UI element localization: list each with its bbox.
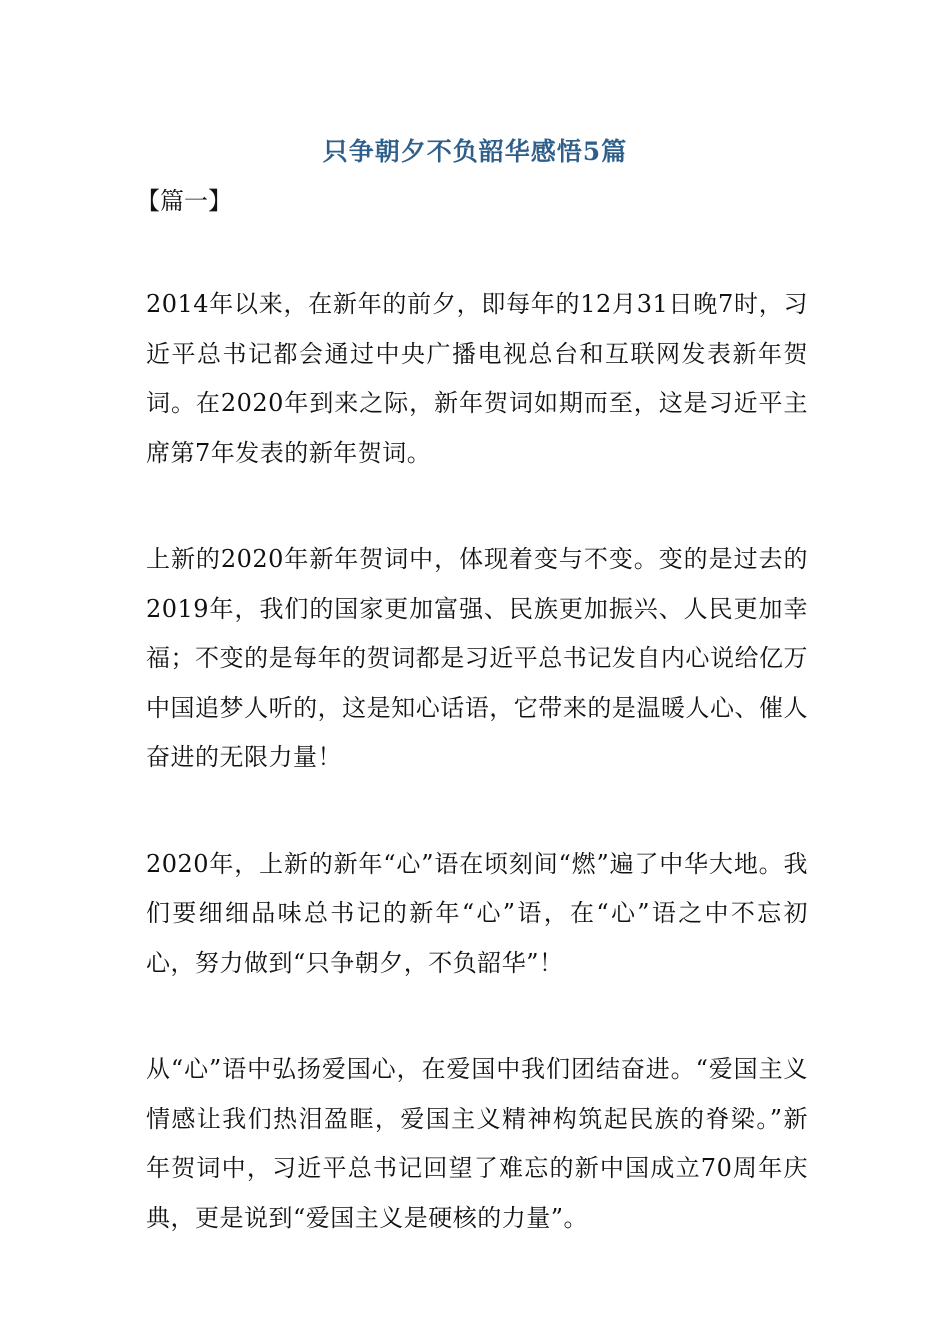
document-title: 只争朝夕不负韶华感悟5篇 xyxy=(322,137,628,166)
paragraph-1: 2014年以来，在新年的前夕，即每年的12月31日晚7时，习近平总书记都会通过中央广播电视总台和互联网发表新年贺词。在2020年到来之际，新年贺词如期而至，这是习近平主席第7年发表的新年贺词。 xyxy=(146,290,808,467)
section-label: 【篇一】 xyxy=(136,187,232,215)
paragraph-4: 从“心”语中弘扬爱国心，在爱国中我们团结奋进。“爱国主义情感让我们热泪盈眶，爱国主义精神构筑起民族的脊梁。”新年贺词中，习近平总书记回望了难忘的新中国成立70周年庆典，更是说到“爱国主义是硬核的力量”。 xyxy=(146,1055,808,1232)
paragraph-3: 2020年，上新的新年“心”语在顷刻间“燃”遍了中华大地。我们要细细品味总书记的新年“心”语，在“心”语之中不忘初心，努力做到“只争朝夕，不负韶华”！ xyxy=(146,849,808,977)
document-body xyxy=(146,280,808,1300)
paragraph-2: 上新的2020年新年贺词中，体现着变与不变。变的是过去的2019年，我们的国家更加富强、民族更加振兴、人民更加幸福；不变的是每年的贺词都是习近平总书记发自内心说给亿万中国追梦人听的，这是知心话语，它带来的是温暖人心、催人奋进的无限力量！ xyxy=(146,545,808,771)
